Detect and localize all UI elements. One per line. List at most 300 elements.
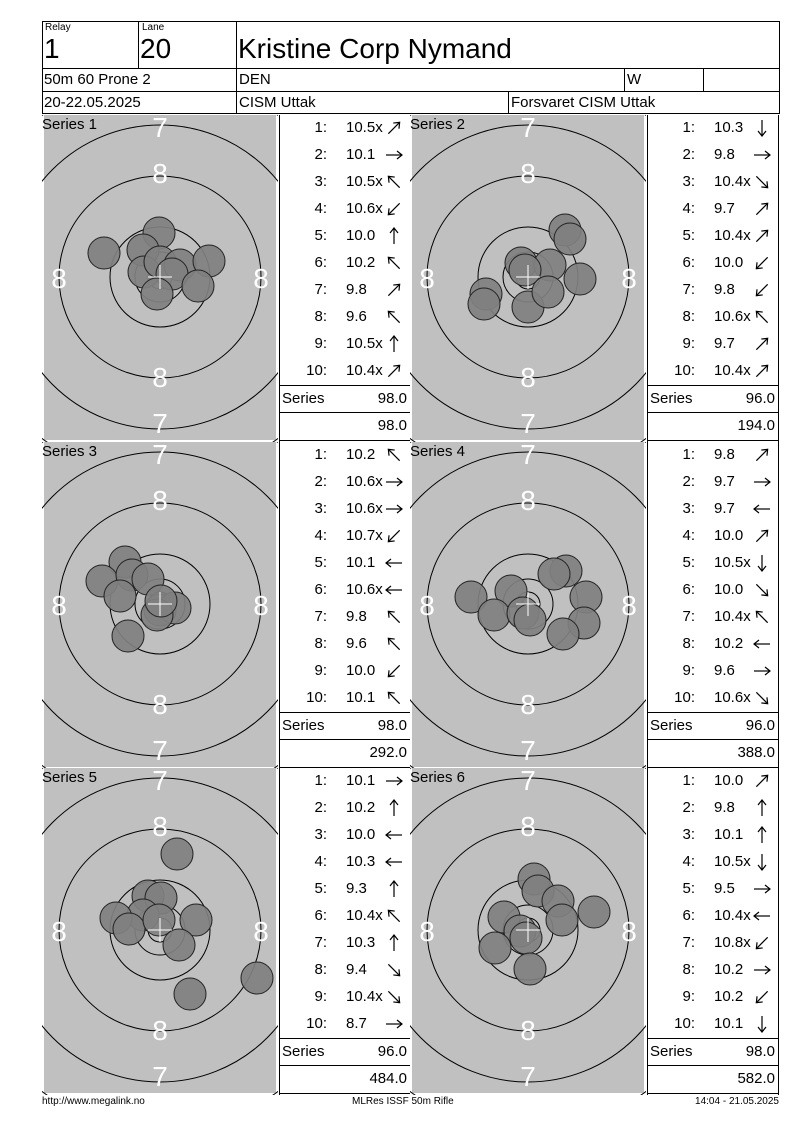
svg-text:8: 8 [152, 158, 168, 189]
shot-number: 4: [314, 200, 327, 217]
shot-number: 7: [314, 608, 327, 625]
direction-arrow-icon [384, 361, 404, 381]
direction-arrow-icon [384, 688, 404, 708]
svg-text:8: 8 [253, 263, 269, 294]
shot-hole [241, 962, 273, 994]
series-total: 96.0 [745, 717, 775, 734]
shot-number: 3: [314, 173, 327, 190]
direction-arrow-icon [384, 199, 404, 219]
competition: CISM Uttak [239, 94, 316, 111]
shot-number: 6: [682, 907, 695, 924]
series-label: Series [650, 717, 693, 734]
shot-row [648, 469, 778, 496]
svg-text:8: 8 [520, 362, 536, 393]
target-3 [42, 442, 278, 769]
shot-row [280, 550, 410, 577]
svg-text:8: 8 [520, 689, 536, 720]
direction-arrow-icon [384, 118, 404, 138]
shot-row [648, 523, 778, 550]
shot-number: 8: [682, 635, 695, 652]
direction-arrow-icon [384, 580, 404, 600]
running-total: 484.0 [369, 1070, 407, 1087]
direction-arrow-icon [752, 580, 772, 600]
shot-row [648, 930, 778, 957]
shot-row [648, 631, 778, 658]
direction-arrow-icon [384, 334, 404, 354]
shot-value: 9.6 [346, 308, 367, 325]
series-title: Series 4 [410, 443, 466, 460]
shot-value: 10.3 [346, 853, 376, 870]
shot-value: 10.4x [346, 907, 383, 924]
shot-row [280, 957, 410, 984]
shot-number: 3: [682, 500, 695, 517]
shot-number: 3: [314, 500, 327, 517]
shot-number: 2: [682, 146, 695, 163]
shot-row [280, 196, 410, 223]
shot-row [648, 577, 778, 604]
shot-row [648, 768, 778, 795]
shot-value: 9.8 [346, 281, 367, 298]
svg-text:8: 8 [51, 590, 67, 621]
shot-row [648, 957, 778, 984]
shot-hole [468, 288, 500, 320]
shot-number: 8: [314, 308, 327, 325]
series-total: 96.0 [377, 1043, 407, 1060]
shot-row [648, 277, 778, 304]
shot-number: 6: [314, 907, 327, 924]
target-face [410, 768, 646, 1095]
direction-arrow-icon [752, 960, 772, 980]
shot-value: 10.3 [346, 934, 376, 951]
shot-row [280, 277, 410, 304]
shot-value: 10.4x [714, 907, 751, 924]
series-title: Series 2 [410, 116, 466, 133]
svg-text:8: 8 [51, 263, 67, 294]
shot-value: 8.7 [346, 1015, 367, 1032]
shot-row [648, 304, 778, 331]
shot-value: 9.8 [714, 446, 735, 463]
shot-value: 10.6x [714, 689, 751, 706]
shot-number: 10: [674, 362, 695, 379]
svg-text:8: 8 [152, 689, 168, 720]
shot-value: 10.1 [714, 826, 744, 843]
svg-text:7: 7 [520, 442, 536, 470]
shot-value: 10.4x [346, 988, 383, 1005]
target-4 [410, 442, 646, 769]
shot-number: 3: [314, 826, 327, 843]
lane-label: Lane [142, 22, 165, 33]
shot-row [648, 550, 778, 577]
shot-hole [113, 913, 145, 945]
shot-value: 10.5x [714, 554, 751, 571]
shot-row [280, 223, 410, 250]
gender: W [627, 71, 642, 88]
svg-text:7: 7 [152, 1061, 168, 1092]
shot-number: 2: [682, 799, 695, 816]
shot-number: 9: [314, 988, 327, 1005]
shot-number: 5: [682, 554, 695, 571]
shot-row [280, 577, 410, 604]
footer-url[interactable]: http://www.megalink.no [42, 1096, 145, 1107]
shot-value: 10.4x [714, 227, 751, 244]
shot-row [280, 115, 410, 142]
shot-hole [514, 953, 546, 985]
shot-value: 10.1 [714, 1015, 744, 1032]
shot-row [648, 876, 778, 903]
direction-arrow-icon [752, 445, 772, 465]
shot-number: 1: [682, 772, 695, 789]
direction-arrow-icon [384, 960, 404, 980]
direction-arrow-icon [384, 634, 404, 654]
shot-hole [546, 904, 578, 936]
shot-row [648, 822, 778, 849]
series-title: Series 3 [42, 443, 98, 460]
shot-number: 2: [314, 799, 327, 816]
direction-arrow-icon [384, 553, 404, 573]
shot-row [648, 358, 778, 385]
svg-text:7: 7 [152, 115, 168, 143]
shot-number: 10: [674, 1015, 695, 1032]
direction-arrow-icon [384, 499, 404, 519]
shot-number: 3: [682, 826, 695, 843]
shot-row [280, 795, 410, 822]
shot-row [648, 849, 778, 876]
direction-arrow-icon [752, 472, 772, 492]
direction-arrow-icon [384, 906, 404, 926]
shot-number: 10: [306, 362, 327, 379]
shot-value: 10.2 [714, 988, 744, 1005]
score-table-5 [279, 768, 411, 1095]
svg-text:8: 8 [152, 1015, 168, 1046]
direction-arrow-icon [384, 280, 404, 300]
series-label: Series [282, 1043, 325, 1060]
shot-number: 6: [314, 581, 327, 598]
shot-value: 10.2 [346, 254, 376, 271]
shot-value: 10.3 [714, 119, 744, 136]
shot-row [648, 496, 778, 523]
svg-text:8: 8 [419, 263, 435, 294]
shot-row [648, 604, 778, 631]
shot-number: 2: [682, 473, 695, 490]
target-face [42, 115, 278, 442]
shot-number: 4: [314, 527, 327, 544]
shot-row [280, 768, 410, 795]
shot-value: 9.8 [714, 146, 735, 163]
shot-row [280, 658, 410, 685]
shot-value: 9.8 [714, 799, 735, 816]
shot-number: 8: [314, 961, 327, 978]
direction-arrow-icon [384, 526, 404, 546]
shot-number: 1: [314, 446, 327, 463]
direction-arrow-icon [752, 118, 772, 138]
shot-value: 9.8 [714, 281, 735, 298]
direction-arrow-icon [384, 253, 404, 273]
svg-text:8: 8 [253, 916, 269, 947]
score-table-1 [279, 115, 411, 442]
svg-text:8: 8 [152, 811, 168, 842]
score-table-6 [647, 768, 779, 1095]
direction-arrow-icon [752, 1014, 772, 1034]
shot-value: 10.5x [346, 173, 383, 190]
shot-row [280, 304, 410, 331]
svg-text:8: 8 [520, 485, 536, 516]
shot-value: 10.6x [346, 581, 383, 598]
shot-hole [547, 618, 579, 650]
shot-row [648, 142, 778, 169]
direction-arrow-icon [752, 334, 772, 354]
series-label: Series [282, 390, 325, 407]
shot-value: 10.7x [346, 527, 383, 544]
direction-arrow-icon [752, 226, 772, 246]
series-total: 98.0 [377, 717, 407, 734]
shot-row [648, 442, 778, 469]
shot-number: 9: [314, 335, 327, 352]
shot-number: 9: [682, 988, 695, 1005]
shot-row [280, 984, 410, 1011]
shot-row [280, 849, 410, 876]
shot-row [280, 142, 410, 169]
shot-number: 7: [682, 934, 695, 951]
shot-row [648, 984, 778, 1011]
svg-text:7: 7 [152, 768, 168, 796]
shot-value: 10.2 [714, 961, 744, 978]
shot-number: 8: [682, 961, 695, 978]
shot-number: 1: [682, 446, 695, 463]
svg-text:7: 7 [520, 115, 536, 143]
shot-number: 7: [682, 281, 695, 298]
shot-row [648, 223, 778, 250]
shot-hole [510, 922, 542, 954]
svg-text:8: 8 [419, 590, 435, 621]
shot-value: 9.4 [346, 961, 367, 978]
score-table-3 [279, 442, 411, 769]
direction-arrow-icon [752, 280, 772, 300]
shot-hole [145, 585, 177, 617]
shot-value: 10.5x [346, 335, 383, 352]
direction-arrow-icon [752, 361, 772, 381]
footer-timestamp: 14:04 - 21.05.2025 [695, 1096, 779, 1107]
direction-arrow-icon [384, 1014, 404, 1034]
target-1 [42, 115, 278, 442]
shot-hole [88, 237, 120, 269]
shot-value: 9.6 [714, 662, 735, 679]
series-title: Series 6 [410, 769, 466, 786]
footer-software: MLRes ISSF 50m Rifle [352, 1096, 454, 1107]
organizer: Forsvaret CISM Uttak [511, 94, 656, 111]
shot-value: 10.1 [346, 689, 376, 706]
shot-number: 6: [682, 581, 695, 598]
shot-number: 7: [682, 608, 695, 625]
relay-value: 1 [44, 33, 60, 64]
direction-arrow-icon [752, 879, 772, 899]
score-table-4 [647, 442, 779, 769]
shot-number: 10: [306, 1015, 327, 1032]
score-table-2 [647, 115, 779, 442]
shot-hole [104, 580, 136, 612]
shot-number: 5: [314, 880, 327, 897]
direction-arrow-icon [752, 526, 772, 546]
shot-value: 10.2 [346, 799, 376, 816]
svg-text:7: 7 [520, 735, 536, 766]
svg-text:8: 8 [520, 1015, 536, 1046]
svg-text:8: 8 [152, 485, 168, 516]
shot-row [648, 196, 778, 223]
shot-number: 1: [314, 119, 327, 136]
direction-arrow-icon [752, 607, 772, 627]
shot-value: 10.1 [346, 146, 376, 163]
direction-arrow-icon [384, 445, 404, 465]
shot-number: 9: [682, 335, 695, 352]
shot-value: 9.7 [714, 473, 735, 490]
shot-row [648, 658, 778, 685]
svg-text:8: 8 [152, 362, 168, 393]
shot-number: 4: [682, 200, 695, 217]
shot-row [280, 930, 410, 957]
shot-value: 9.6 [346, 635, 367, 652]
shot-row [280, 169, 410, 196]
date: 20-22.05.2025 [44, 94, 141, 111]
direction-arrow-icon [752, 172, 772, 192]
direction-arrow-icon [384, 145, 404, 165]
direction-arrow-icon [752, 798, 772, 818]
athlete-name: Kristine Corp Nymand [238, 33, 512, 64]
shot-value: 10.0 [714, 581, 744, 598]
shot-hole [532, 276, 564, 308]
shot-row [280, 523, 410, 550]
shot-row [648, 903, 778, 930]
shot-value: 9.7 [714, 200, 735, 217]
shot-value: 10.0 [714, 772, 744, 789]
shot-hole [514, 604, 546, 636]
shot-row [280, 903, 410, 930]
direction-arrow-icon [752, 688, 772, 708]
shot-number: 7: [314, 281, 327, 298]
svg-text:7: 7 [152, 442, 168, 470]
shot-number: 1: [682, 119, 695, 136]
shot-hole [564, 263, 596, 295]
shot-number: 6: [314, 254, 327, 271]
direction-arrow-icon [752, 906, 772, 926]
shot-value: 10.0 [714, 254, 744, 271]
shot-number: 10: [306, 689, 327, 706]
shot-row [648, 685, 778, 712]
svg-text:8: 8 [419, 916, 435, 947]
shot-number: 2: [314, 473, 327, 490]
shot-hole [112, 620, 144, 652]
shot-number: 3: [682, 173, 695, 190]
shot-number: 8: [314, 635, 327, 652]
series-total: 98.0 [377, 390, 407, 407]
shot-hole [578, 896, 610, 928]
shot-row [280, 442, 410, 469]
shot-row [648, 331, 778, 358]
shot-number: 8: [682, 308, 695, 325]
direction-arrow-icon [384, 607, 404, 627]
shot-number: 4: [314, 853, 327, 870]
shot-value: 9.7 [714, 500, 735, 517]
direction-arrow-icon [384, 226, 404, 246]
running-total: 582.0 [737, 1070, 775, 1087]
shot-number: 9: [682, 662, 695, 679]
running-total: 292.0 [369, 744, 407, 761]
shot-row [280, 1011, 410, 1038]
shot-hole [163, 929, 195, 961]
shot-hole [182, 270, 214, 302]
direction-arrow-icon [752, 145, 772, 165]
shot-number: 4: [682, 853, 695, 870]
direction-arrow-icon [752, 825, 772, 845]
direction-arrow-icon [384, 852, 404, 872]
target-face [410, 442, 646, 769]
svg-text:7: 7 [520, 408, 536, 439]
running-total: 388.0 [737, 744, 775, 761]
target-face [410, 115, 646, 442]
direction-arrow-icon [384, 771, 404, 791]
target-face [42, 442, 278, 769]
shot-row [280, 876, 410, 903]
shot-row [648, 795, 778, 822]
svg-text:8: 8 [253, 590, 269, 621]
shot-value: 10.0 [346, 662, 376, 679]
shot-value: 10.4x [346, 362, 383, 379]
shot-number: 1: [314, 772, 327, 789]
shot-value: 10.6x [714, 308, 751, 325]
shot-number: 5: [314, 554, 327, 571]
series-title: Series 5 [42, 769, 98, 786]
direction-arrow-icon [752, 499, 772, 519]
shot-number: 9: [314, 662, 327, 679]
shot-value: 10.1 [346, 772, 376, 789]
shot-row [280, 496, 410, 523]
shot-number: 5: [682, 227, 695, 244]
shot-value: 10.4x [714, 173, 751, 190]
shot-hole [479, 932, 511, 964]
direction-arrow-icon [752, 253, 772, 273]
shot-value: 9.7 [714, 335, 735, 352]
series-total: 96.0 [745, 390, 775, 407]
direction-arrow-icon [752, 553, 772, 573]
svg-text:8: 8 [621, 263, 637, 294]
direction-arrow-icon [384, 661, 404, 681]
direction-arrow-icon [752, 771, 772, 791]
series-total: 98.0 [745, 1043, 775, 1060]
shot-number: 6: [682, 254, 695, 271]
direction-arrow-icon [752, 852, 772, 872]
shot-value: 10.2 [714, 635, 744, 652]
series-label: Series [650, 1043, 693, 1060]
shot-row [280, 604, 410, 631]
svg-text:7: 7 [520, 1061, 536, 1092]
shot-value: 9.8 [346, 608, 367, 625]
direction-arrow-icon [384, 825, 404, 845]
shot-value: 10.2 [346, 446, 376, 463]
shot-row [280, 469, 410, 496]
shot-value: 10.8x [714, 934, 751, 951]
shot-number: 5: [314, 227, 327, 244]
shot-value: 10.0 [346, 826, 376, 843]
direction-arrow-icon [384, 307, 404, 327]
direction-arrow-icon [384, 798, 404, 818]
shot-value: 10.6x [346, 500, 383, 517]
shot-row [280, 358, 410, 385]
shot-number: 4: [682, 527, 695, 544]
direction-arrow-icon [384, 987, 404, 1007]
direction-arrow-icon [752, 199, 772, 219]
direction-arrow-icon [384, 172, 404, 192]
series-title: Series 1 [42, 116, 98, 133]
shot-value: 10.5x [346, 119, 383, 136]
shot-row [648, 169, 778, 196]
